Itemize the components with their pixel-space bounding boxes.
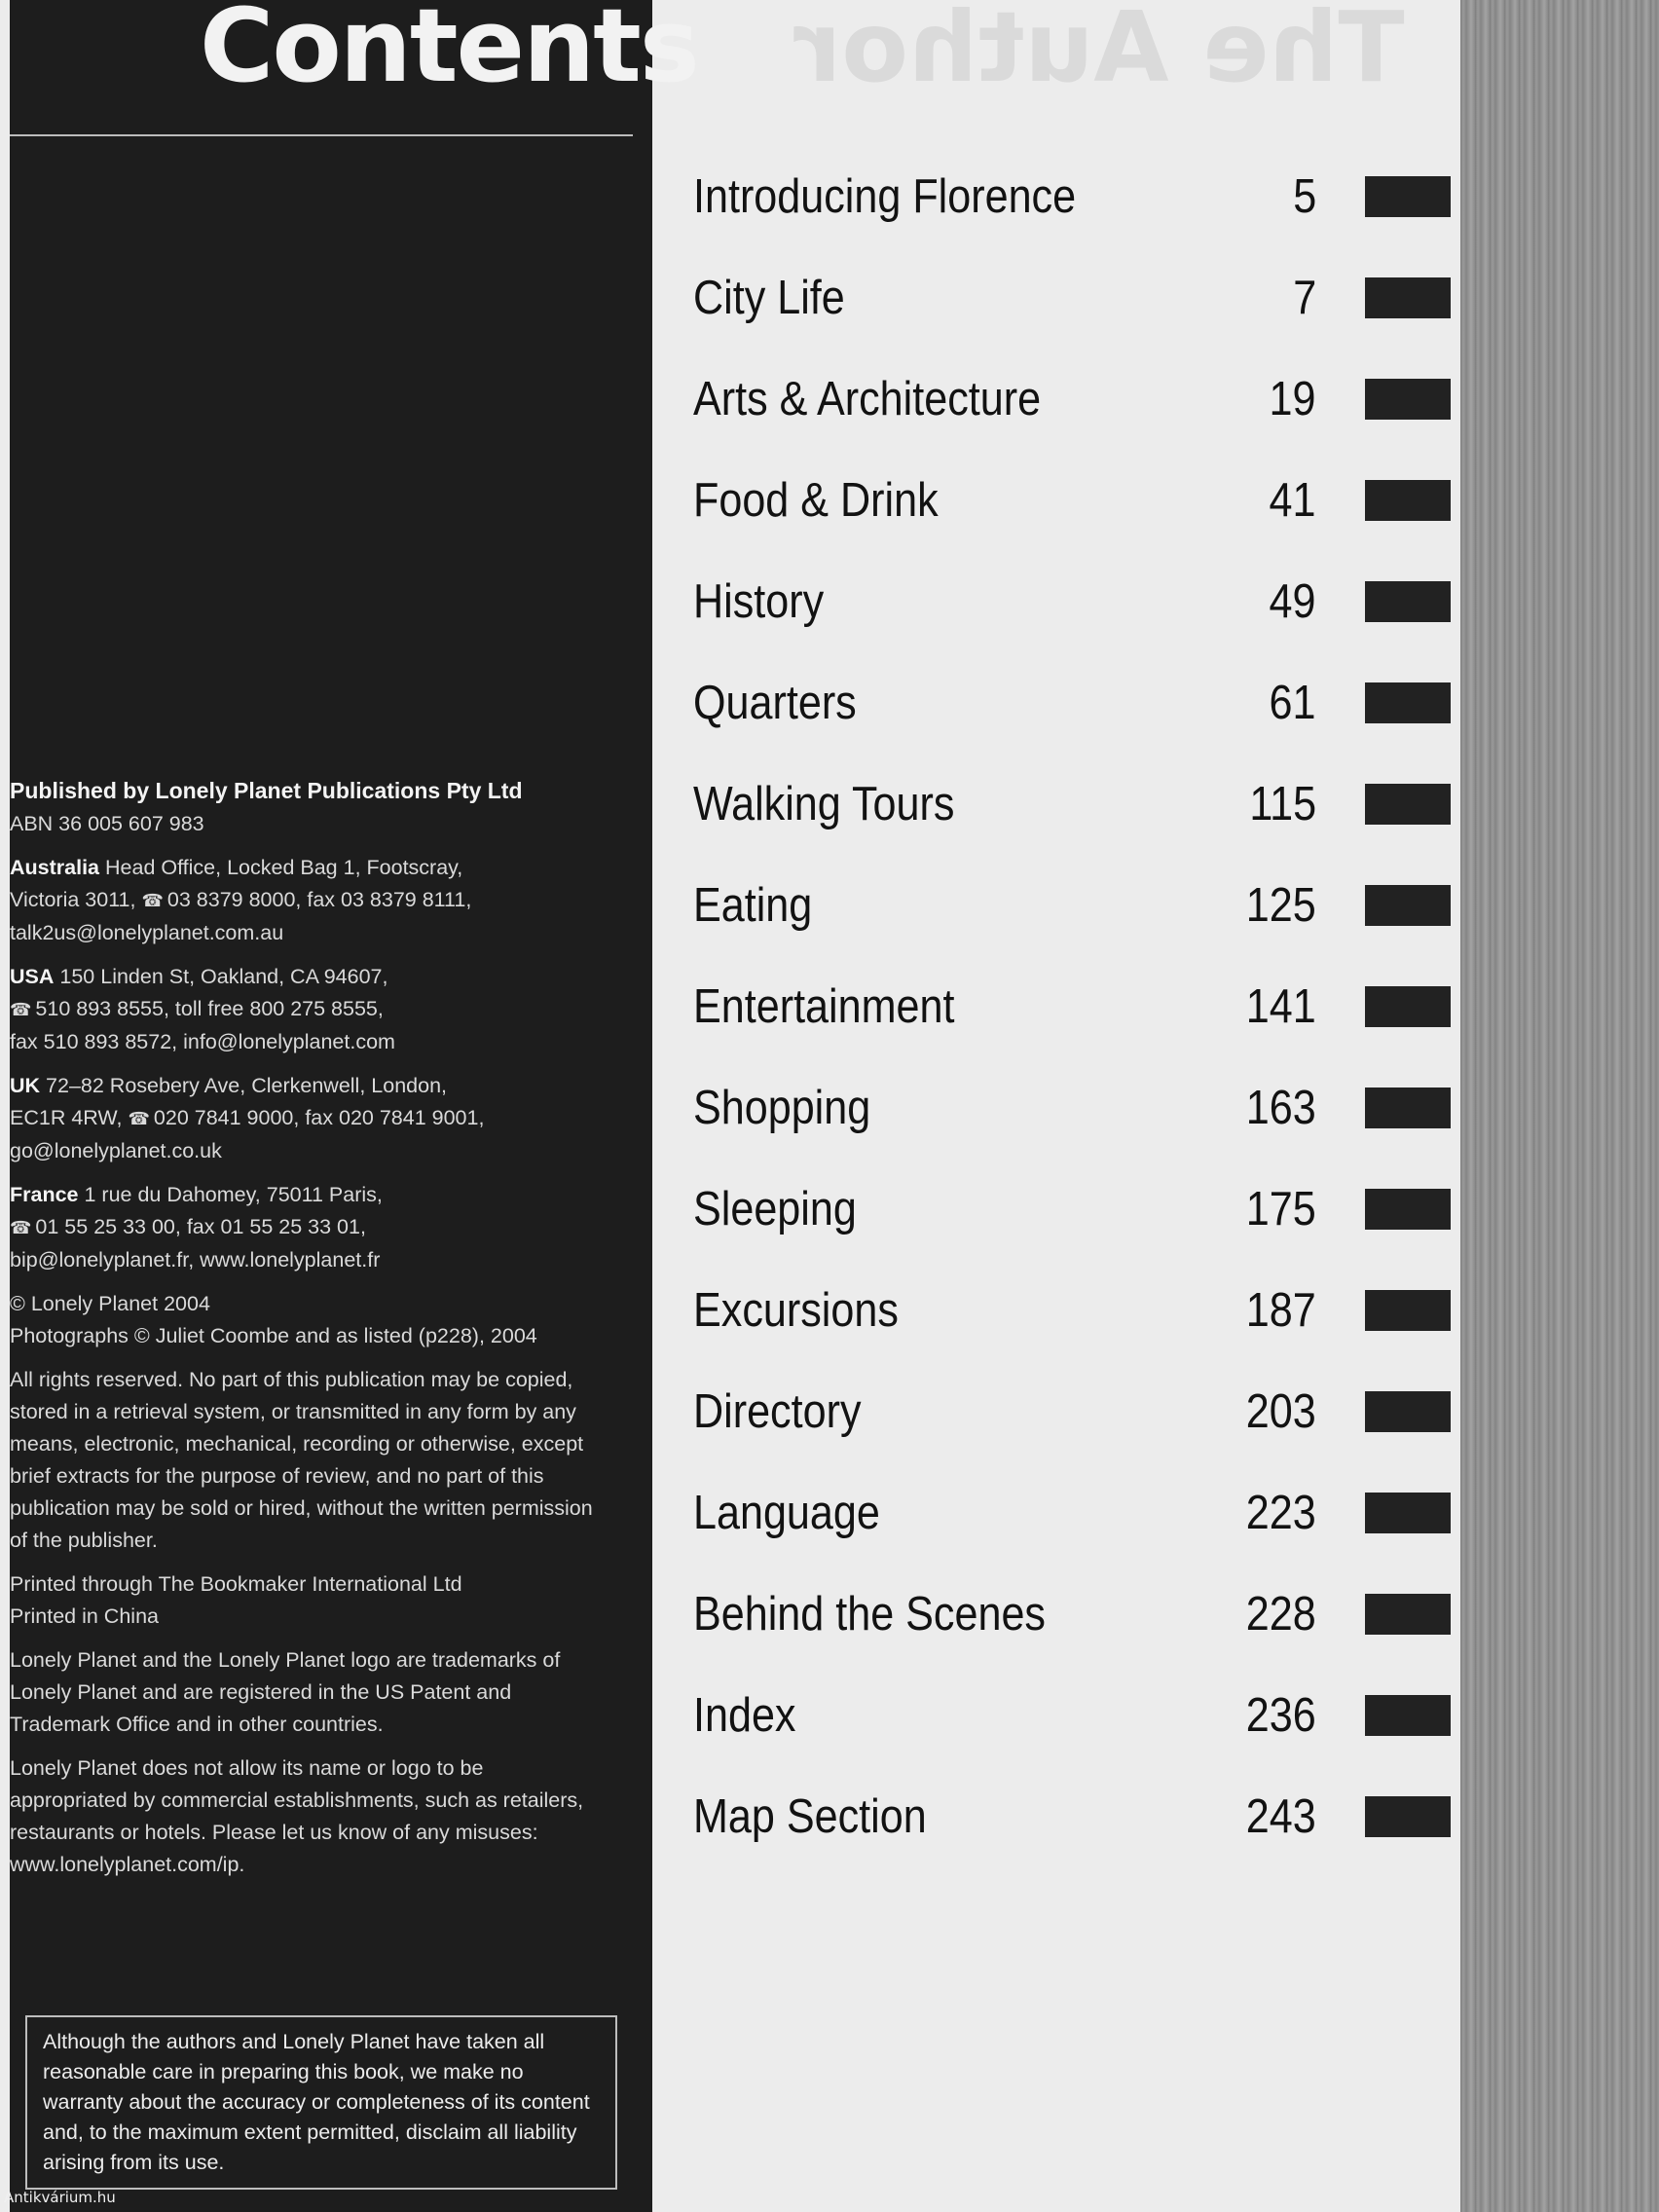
toc-entry-page: 141 [1246,980,1316,1033]
toc-entry[interactable] [693,551,1462,652]
telephone-icon: ☎ [10,1218,32,1237]
table-of-contents [693,146,1462,1867]
toc-entry-label: Food & Drink [693,474,939,527]
toc-entry-label: History [693,575,825,628]
toc-entry-page: 115 [1249,778,1316,830]
thumb-index-tab [1365,1493,1451,1533]
toc-entry[interactable] [693,247,1462,349]
toc-entry-page: 19 [1270,373,1316,425]
toc-entry[interactable] [693,1564,1462,1665]
toc-entry-label: Shopping [693,1082,871,1134]
imprint-panel [10,0,698,2212]
toc-entry-page: 236 [1246,1689,1316,1742]
toc-entry-page: 203 [1246,1385,1316,1438]
toc-entry-label: Excursions [693,1284,899,1337]
misuse-notice: Lonely Planet does not allow its name or logo to be appropriated by commercial establishments, such as retailers, restaurants or hotels. Please let us know of any misuses: www.lonelyplanet.com/ip. [10,1756,584,1876]
thumb-index-tab [1365,379,1451,420]
printing-info: Printed through The Bookmaker International Ltd Printed in China [10,1572,462,1628]
toc-entry-page: 175 [1246,1183,1316,1235]
thumb-index-tab [1365,1088,1451,1128]
thumb-index-tab [1365,1290,1451,1331]
watermark: Antikvárium.hu [4,2189,116,2206]
toc-entry-page: 223 [1246,1487,1316,1539]
toc-entry-page: 49 [1270,575,1316,628]
thumb-index-tab [1365,1796,1451,1837]
toc-entry-label: Introducing Florence [693,170,1077,223]
disclaimer-box: Although the authors and Lonely Planet have taken all reasonable care in preparing this book, we make no warranty about the accuracy or completeness of its content and, to the maximum extent permitted, disclaim all liability arising from its use. [25,2015,617,2190]
toc-entry-page: 61 [1270,677,1316,729]
toc-entry[interactable] [693,956,1462,1057]
toc-entry-label: Arts & Architecture [693,373,1042,425]
toc-entry[interactable] [693,1665,1462,1766]
address-australia: Australia Head Office, Locked Bag 1, Footscray, Victoria 3011, ☎ 03 8379 8000, fax 03 8379 8111, talk2us@lonelyplanet.com.au [10,856,472,944]
thumb-index-tab [1365,1189,1451,1230]
toc-entry-page: 125 [1246,879,1316,932]
thumb-index-tab [1365,1695,1451,1736]
copyright: © Lonely Planet 2004 Photographs © Juliet Coombe and as listed (p228), 2004 [10,1292,537,1347]
toc-entry[interactable] [693,146,1462,247]
toc-entry-page: 41 [1270,474,1316,527]
thumb-index-tab [1365,277,1451,318]
toc-entry-label: Index [693,1689,796,1742]
title-rule [10,134,633,136]
thumb-index-tab [1365,682,1451,723]
toc-entry-label: Walking Tours [693,778,955,830]
toc-entry[interactable] [693,1260,1462,1361]
address-france: France 1 rue du Dahomey, 75011 Paris, ☎ 01 55 25 33 00, fax 01 55 25 33 01, bip@lonelyplanet.fr, www.lonelyplanet.fr [10,1183,383,1272]
toc-entry-label: City Life [693,272,845,324]
thumb-index-tab [1365,480,1451,521]
thumb-index-tab [1365,784,1451,825]
thumb-index-tab [1365,1594,1451,1635]
toc-entry[interactable] [693,1462,1462,1564]
toc-entry[interactable] [693,1361,1462,1462]
toc-entry-label: Eating [693,879,813,932]
toc-entry-page: 163 [1246,1082,1316,1134]
toc-entry-label: Quarters [693,677,857,729]
ghost-title: The Author [793,0,1405,104]
toc-entry-label: Language [693,1487,880,1539]
toc-entry[interactable] [693,349,1462,450]
toc-entry[interactable] [693,855,1462,956]
imprint-text [10,775,594,1893]
toc-entry-label: Map Section [693,1790,927,1843]
page-edge-texture [1460,0,1659,2212]
thumb-index-tab [1365,581,1451,622]
toc-entry-label: Behind the Scenes [693,1588,1046,1641]
toc-entry-page: 5 [1293,170,1316,223]
toc-entry-label: Directory [693,1385,862,1438]
toc-entry-page: 228 [1246,1588,1316,1641]
publisher: Published by Lonely Planet Publications Pty Ltd [10,778,523,803]
toc-entry-label: Entertainment [693,980,955,1033]
address-uk: UK 72–82 Rosebery Ave, Clerkenwell, London, EC1R 4RW, ☎ 020 7841 9000, fax 020 7841 9001, go@lonelyplanet.co.uk [10,1074,485,1162]
toc-entry-label: Sleeping [693,1183,857,1235]
toc-entry[interactable] [693,1159,1462,1260]
toc-entry[interactable] [693,450,1462,551]
telephone-icon: ☎ [128,1109,150,1128]
toc-entry-page: 187 [1246,1284,1316,1337]
page-title: Contents [200,0,698,105]
rights-notice: All rights reserved. No part of this publication may be copied, stored in a retrieval system, or transmitted in any form by any means, electronic, mechanical, recording or otherwise, except brief extracts for the purpose of review, and no part of this publication may be sold or hired, without the written permission of the publisher. [10,1368,593,1552]
toc-entry[interactable] [693,754,1462,855]
abn: ABN 36 005 607 983 [10,812,204,835]
thumb-index-tab [1365,1391,1451,1432]
toc-entry[interactable] [693,1057,1462,1159]
telephone-icon: ☎ [10,1000,32,1019]
telephone-icon: ☎ [141,891,164,910]
toc-entry[interactable] [693,1766,1462,1867]
thumb-index-tab [1365,986,1451,1027]
trademark-notice: Lonely Planet and the Lonely Planet logo are trademarks of Lonely Planet and are registered in the US Patent and Trademark Office and in other countries. [10,1648,561,1736]
toc-entry[interactable] [693,652,1462,754]
address-usa: USA 150 Linden St, Oakland, CA 94607, ☎ 510 893 8555, toll free 800 275 8555, fax 510 893 8572, info@lonelyplanet.com [10,965,395,1053]
toc-entry-page: 7 [1293,272,1316,324]
thumb-index-tab [1365,176,1451,217]
thumb-index-tab [1365,885,1451,926]
toc-entry-page: 243 [1246,1790,1316,1843]
